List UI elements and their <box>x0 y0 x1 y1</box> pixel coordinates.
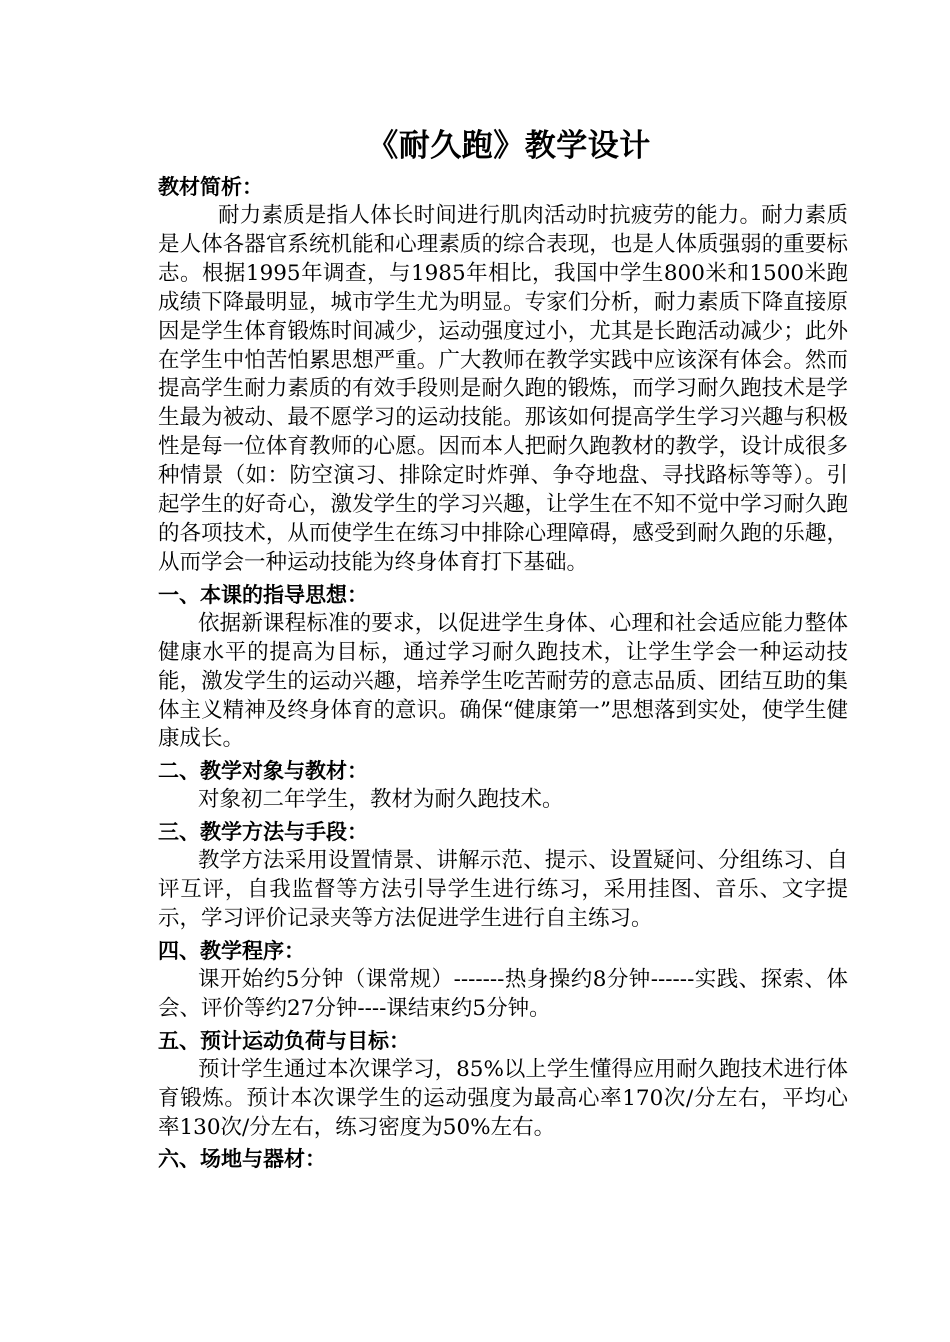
section-heading-load-goals: 五、预计运动负荷与目标： <box>158 1028 410 1053</box>
section-body-methods: 教学方法采用设置情景、讲解示范、提示、设置疑问、分组练习、自评互评，自我监督等方法引导学生进行练习，采用挂图、音乐、文字提示，学习评价记录夹等方法促进学生进行自主练习。 <box>158 848 848 932</box>
section-heading-methods: 三、教学方法与手段： <box>158 820 368 845</box>
section-body-procedure: 课开始约5分钟（课常规）-------热身操约8分钟------实践、探索、体会、评价等约27分钟----课结束约5分钟。 <box>158 966 848 1021</box>
section-body-guiding-thought: 依据新课程标准的要求，以促进学生身体、心理和社会适应能力整体健康水平的提高为目标，通过学习耐久跑技术，让学生学会一种运动技能，激发学生的运动兴趣，培养学生吃苦耐劳的意志品质、团结互助的集体主义精神及终身体育的意识。确保“健康第一”思想落到实处，使学生健康成长。 <box>158 610 848 752</box>
section-heading-procedure: 四、教学程序： <box>158 938 305 963</box>
section-heading-material-analysis: 教材简析： <box>158 175 263 199</box>
section-body-audience-material: 对象初二年学生，教材为耐久跑技术。 <box>198 787 564 813</box>
document-title: 《耐久跑》教学设计 <box>367 128 651 164</box>
section-body-load-goals: 预计学生通过本次课学习，85%以上学生懂得应用耐久跑技术进行体育锻炼。预计本次课学生的运动强度为最高心率170次/分左右，平均心率130次/分左右，练习密度为50%左右。 <box>158 1056 848 1140</box>
section-heading-venue-equipment: 六、场地与器材： <box>158 1147 326 1172</box>
section-heading-audience-material: 二、教学对象与教材： <box>158 759 368 784</box>
document-page <box>158 120 848 1174</box>
section-body-material-analysis: 耐力素质是指人体长时间进行肌肉活动时抗疲劳的能力。耐力素质是人体各器官系统机能和心理素质的综合表现，也是人体质强弱的重要标志。根据1995年调查，与1985年相比，我国中学生800米和1500米跑成绩下降最明显，城市学生尤为明显。专家们分析，耐力素质下降直接原因是学生体育锻炼时间减少，运动强度过小，尤其是长跑活动减少；此外在学生中怕苦怕累思想严重。广大教师在教学实践中应该深有体会。然而提高学生耐力素质的有效手段则是耐久跑的锻炼，而学习耐久跑技术是学生最为被动、最不愿学习的运动技能。那该如何提高学生学习兴趣与积极性是每一位体育教师的心愿。因而本人把耐久跑教材的教学，设计成很多种情景（如：防空演习、排除定时炸弹、争夺地盘、寻找路标等等）。引起学生的好奇心，激发学生的学习兴趣，让学生在不知不觉中学习耐久跑的各项技术，从而使学生在练习中排除心理障碍，感受到耐久跑的乐趣，从而学会一种运动技能为终身体育打下基础。 <box>158 203 848 575</box>
section-heading-guiding-thought: 一、本课的指导思想： <box>158 582 368 607</box>
